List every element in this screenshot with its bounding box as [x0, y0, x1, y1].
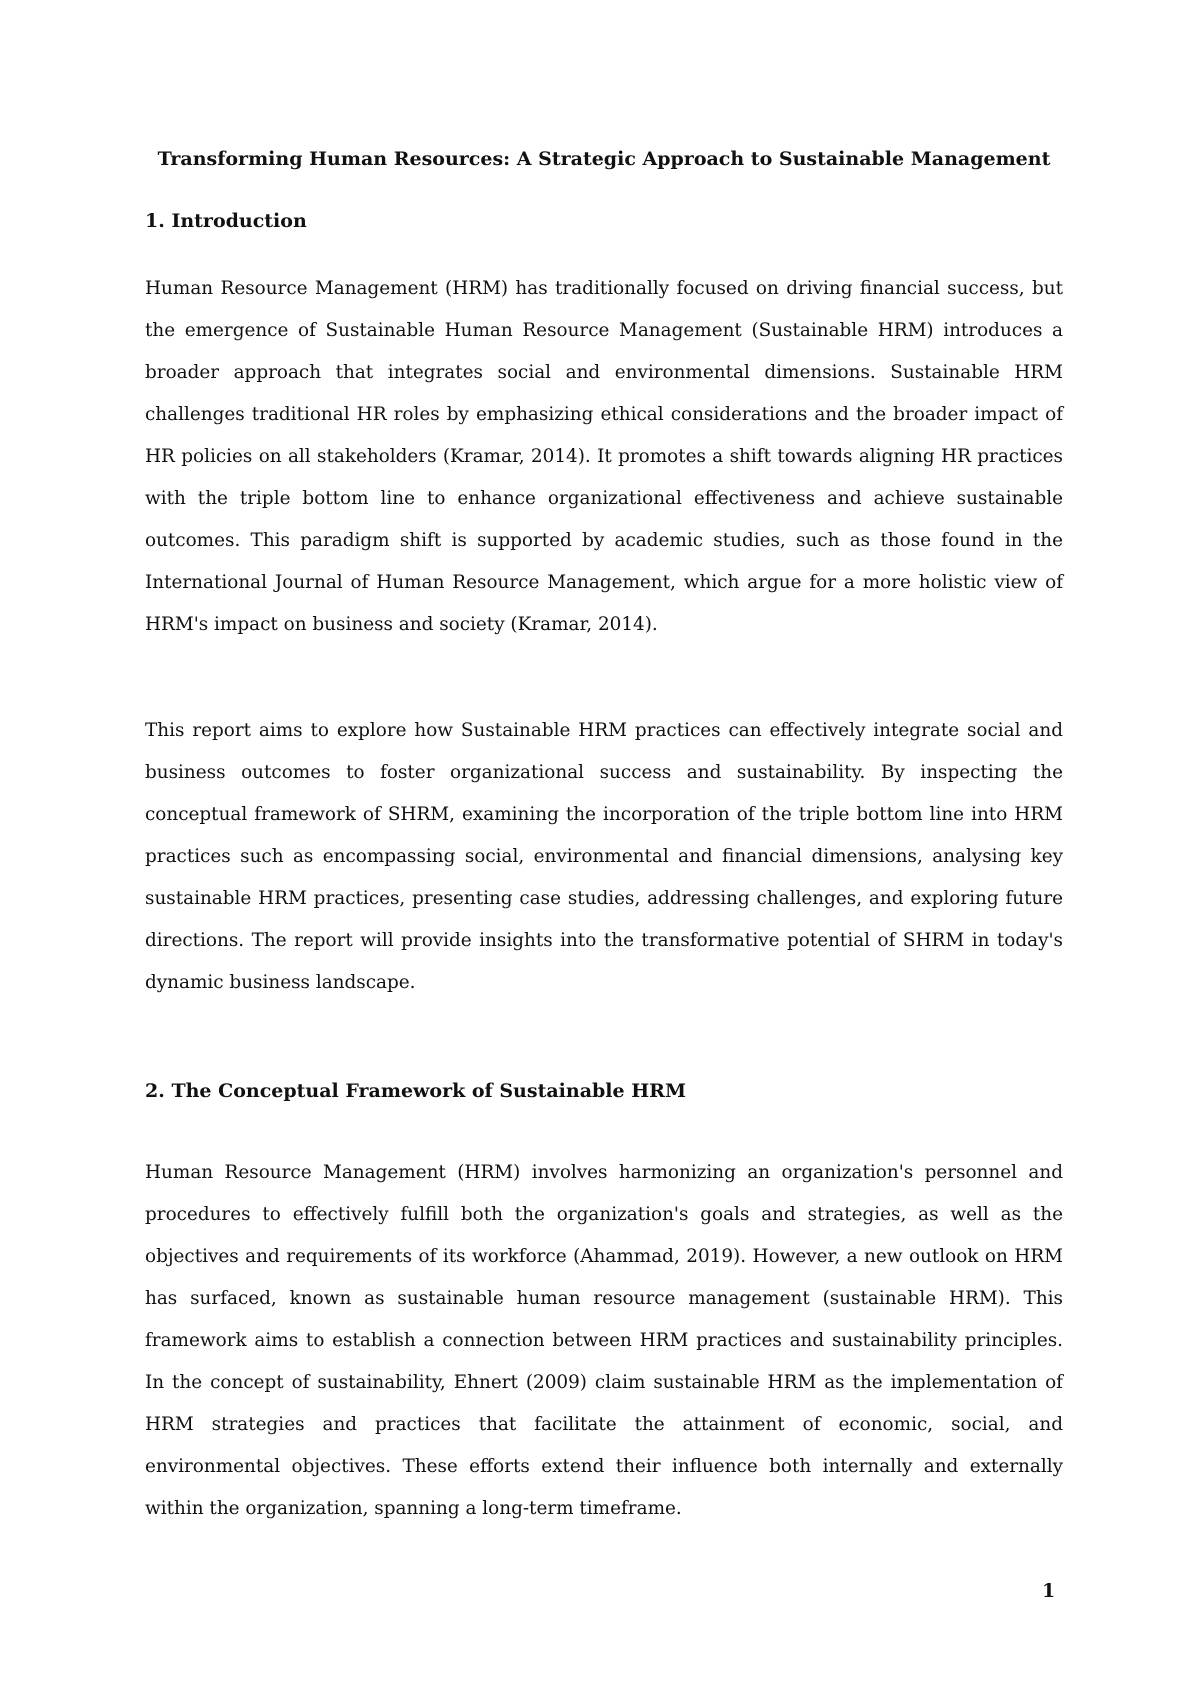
framework-paragraph-1: Human Resource Management (HRM) involves harmonizing an organization's personnel and procedures to effectively fulfill both the organization's goals and strategies, as well as the objectives and requirements of its workforce (Ahammad, 2019). However, a new outlook on HRM has surfaced, known as sustainable human resource management (sustainable HRM). This framework aims to establish a connection between HRM practices and sustainability principles. In the concept of sustainability, Ehnert (2009) claim sustainable HRM as the implementation of HRM strategies and practices that facilitate the attainment of economic, social, and environmental objectives. These efforts extend their influence both internally and externally within the organization, spanning a long-term timeframe.: [145, 1162, 1063, 1519]
page-number: 1: [1042, 1580, 1056, 1602]
document-title: Transforming Human Resources: A Strategic Approach to Sustainable Management: [157, 148, 1051, 170]
introduction-paragraph-2: This report aims to explore how Sustainable HRM practices can effectively integrate social and business outcomes to foster organizational success and sustainability. By inspecting the conceptual framework of SHRM, examining the incorporation of the triple bottom line into HRM practices such as encompassing social, environmental and financial dimensions, analysing key sustainable HRM practices, presenting case studies, addressing challenges, and exploring future directions. The report will provide insights into the transformative potential of SHRM in today's dynamic business landscape.: [145, 720, 1063, 993]
section-heading-introduction: 1. Introduction: [145, 210, 307, 232]
section-heading-conceptual-framework: 2. The Conceptual Framework of Sustainable HRM: [145, 1080, 686, 1102]
introduction-paragraph-1: Human Resource Management (HRM) has traditionally focused on driving financial success, but the emergence of Sustainable Human Resource Management (Sustainable HRM) introduces a broader approach that integrates social and environmental dimensions. Sustainable HRM challenges traditional HR roles by emphasizing ethical considerations and the broader impact of HR policies on all stakeholders (Kramar, 2014). It promotes a shift towards aligning HR practices with the triple bottom line to enhance organizational effectiveness and achieve sustainable outcomes. This paradigm shift is supported by academic studies, such as those found in the International Journal of Human Resource Management, which argue for a more holistic view of HRM's impact on business and society (Kramar, 2014).: [145, 278, 1063, 635]
